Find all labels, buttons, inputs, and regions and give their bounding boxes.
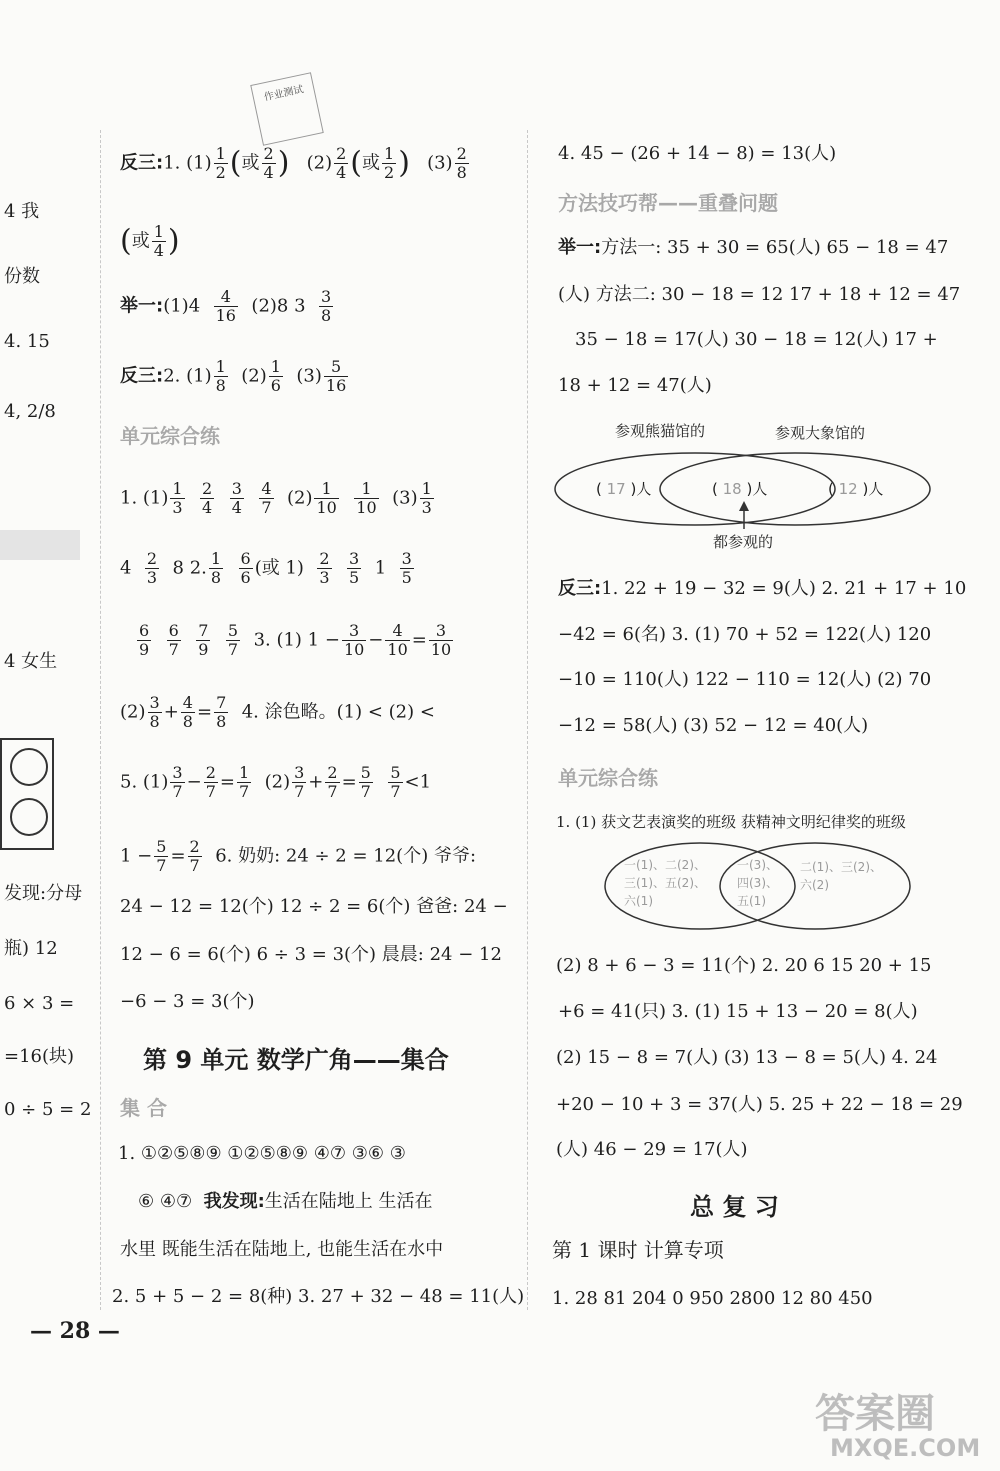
venn1-right-title: 参观大象馆的 — [775, 424, 866, 442]
left-edge-fragment: 6 × 3 = — [4, 993, 75, 1014]
left-edge-fragment: 0 ÷ 5 = 2 — [4, 1099, 92, 1120]
col3-line-13: (2) 15 − 8 = 7(人) (3) 13 − 8 = 5(人) 4. 24 — [556, 1047, 938, 1068]
left-edge-fragment: 份数 — [4, 266, 40, 287]
col3-line-10: 1. (1) 获文艺表演奖的班级 获精神文明纪律奖的班级 — [556, 813, 906, 831]
col3-line-7: −42 = 6(名) 3. (1) 70 + 52 = 122(人) 120 — [558, 624, 932, 645]
col2-line-6: 4 $\frac{2}{3}$ 8 2. $\frac{1}{8}$ $\frac{6}{6}$ (或 1) $\frac{2}{3}$ $\frac{3}{5}$ 1 $\frac{3}{5}$ — [120, 549, 412, 587]
left-circle-grid — [0, 738, 54, 850]
col3-line-5: 18 + 12 = 47(人) — [558, 375, 712, 396]
left-edge-fragment: =16(块) — [4, 1046, 75, 1067]
col3-line-12: +6 = 41(只) 3. (1) 15 + 13 − 20 = 8(人) — [558, 1001, 918, 1022]
col2-line-12: 12 − 6 = 6(个) 6 ÷ 3 = 3(个) 晨晨: 24 − 12 — [120, 944, 502, 965]
col2-line-1: 反三:1. (1) $\frac{1}{2}$ (或 $\frac{2}{4}$ ) (2) $\frac{2}{4}$ (或 $\frac{1}{2}$ ) (3) $\frac{2}{8}$ — [120, 144, 467, 182]
left-edge-fragment: 4 女生 — [4, 651, 58, 672]
venn1-middle-region: ( 18 )人 — [712, 480, 768, 498]
col2-section-sets: 集 合 — [120, 1096, 167, 1120]
venn2-right-region: 二(1)、三(2)、 六(2) — [800, 860, 882, 892]
col3-line-4: 35 − 18 = 17(人) 30 − 18 = 12(人) 17 + — [575, 329, 938, 350]
watermark-logo: 答案圈 — [815, 1391, 935, 1437]
col3-line-1: 4. 45 − (26 + 14 − 8) = 13(人) — [558, 143, 837, 164]
col2-line-9: 5. (1) $\frac{3}{7}$ − $\frac{2}{7}$ = $\frac{1}{7}$ (2) $\frac{3}{7}$ + $\frac{2}{7}$ = $\frac{5}{7}$ $\frac{5}{7}$ <1 — [120, 763, 432, 801]
stamp — [250, 72, 324, 146]
col2-line-13: −6 − 3 = 3(个) — [120, 991, 255, 1012]
col3-line-14: +20 − 10 + 3 = 37(人) 5. 25 + 22 − 18 = 29 — [556, 1094, 963, 1115]
venn1-left-region: ( 17 )人 — [596, 480, 652, 498]
left-edge-fragment: 瓶) 12 — [4, 938, 58, 959]
venn1-right-region: ( 12 )人 — [828, 480, 884, 498]
venn1-left-title: 参观熊猫馆的 — [615, 422, 706, 440]
col2-line-11: 24 − 12 = 12(个) 12 ÷ 2 = 6(个) 爸爸: 24 − — [120, 896, 508, 917]
col2-line-8: (2) $\frac{3}{8}$ + $\frac{4}{8}$ = $\frac{7}{8}$ 4. 涂色略。(1) < (2) < — [120, 693, 435, 731]
column-divider-right — [527, 130, 528, 1310]
col3-line-9: −12 = 58(人) (3) 52 − 12 = 40(人) — [558, 715, 869, 736]
review-title: 总 复 习 — [690, 1193, 779, 1221]
col2-line-10: 1 − $\frac{5}{7}$ = $\frac{2}{7}$ 6. 奶奶: 24 ÷ 2 = 12(个) 爷爷: — [120, 837, 477, 875]
col2-line-2: (或 $\frac{1}{4}$ ) — [120, 222, 180, 260]
col2-section-unit-practice: 单元综合练 — [120, 424, 220, 448]
col3-section-unit-practice: 单元综合练 — [558, 766, 658, 790]
col2-line-17: 2. 5 + 5 − 2 = 8(种) 3. 27 + 32 − 48 = 11(人) — [112, 1286, 525, 1307]
col3-section-method: 方法技巧帮——重叠问题 — [558, 191, 778, 215]
stamp-text: 作业测试 — [263, 84, 305, 104]
col3-line-8: −10 = 110(人) 122 − 110 = 12(人) (2) 70 — [558, 669, 932, 690]
col2-line-15: ⑥ ④⑦ 我发现:生活在陆地上 生活在 — [138, 1191, 433, 1212]
column-divider-left — [100, 130, 101, 1310]
col2-line-16: 水里 既能生活在陆地上, 也能生活在水中 — [120, 1239, 444, 1260]
col3-line-15: (人) 46 − 29 = 17(人) — [556, 1139, 748, 1160]
col2-line-14: 1. ①②⑤⑧⑨ ①②⑤⑧⑨ ④⑦ ③⑥ ③ — [118, 1143, 406, 1164]
lesson-title: 第 1 课时 计算专项 — [552, 1238, 724, 1262]
col2-line-5: 1. (1) $\frac{1}{3}$ $\frac{2}{4}$ $\frac{3}{4}$ $\frac{4}{7}$ (2) $\frac{1}{10}$ $\frac{1}{10}$ (3) $\frac{1}{3}$ — [120, 479, 432, 517]
venn2-left-region: 一(1)、二(2)、 三(1)、五(2)、 六(1) — [624, 858, 706, 908]
page-number: — 28 — — [30, 1318, 120, 1344]
col2-line-3: 举一:(1)4 $\frac{4}{16}$ (2)8 3 $\frac{3}{8}$ — [120, 287, 332, 325]
unit-9-title: 第 9 单元 数学广角——集合 — [143, 1046, 449, 1074]
left-edge-fragment: 4. 15 — [4, 331, 50, 352]
left-edge-fragment: 发现:分母 — [4, 883, 83, 904]
col3-line-2: 举一:方法一: 35 + 30 = 65(人) 65 − 18 = 47 — [558, 237, 949, 258]
col3-line-11: (2) 8 + 6 − 3 = 11(个) 2. 20 6 15 20 + 15 — [556, 955, 932, 976]
col2-line-4: 反三:2. (1) $\frac{1}{8}$ (2) $\frac{1}{6}$ (3) $\frac{5}{16}$ — [120, 357, 347, 395]
left-gray-band — [0, 530, 80, 560]
col3-line-6: 反三:1. 22 + 19 − 32 = 9(人) 2. 21 + 17 + 10 — [558, 578, 967, 599]
col3-line-3: (人) 方法二: 30 − 18 = 12 17 + 18 + 12 = 47 — [558, 284, 961, 305]
venn2-middle-region: 一(3)、 四(3)、 五(1) — [737, 858, 778, 908]
col2-line-7: $\frac{6}{9}$ $\frac{6}{7}$ $\frac{7}{9}$ $\frac{5}{7}$ 3. (1) 1 − $\frac{3}{10}$ − $\frac{4}{10}$ = $\frac{3}{10}$ — [139, 621, 452, 659]
watermark-url: MXQE.COM — [830, 1434, 981, 1462]
left-edge-fragment: 4 我 — [4, 201, 40, 222]
venn1-bottom-label: 都参观的 — [713, 533, 774, 551]
col3-line-16: 1. 28 81 204 0 950 2800 12 80 450 — [552, 1288, 873, 1309]
left-edge-fragment: 4, 2/8 — [4, 401, 56, 422]
